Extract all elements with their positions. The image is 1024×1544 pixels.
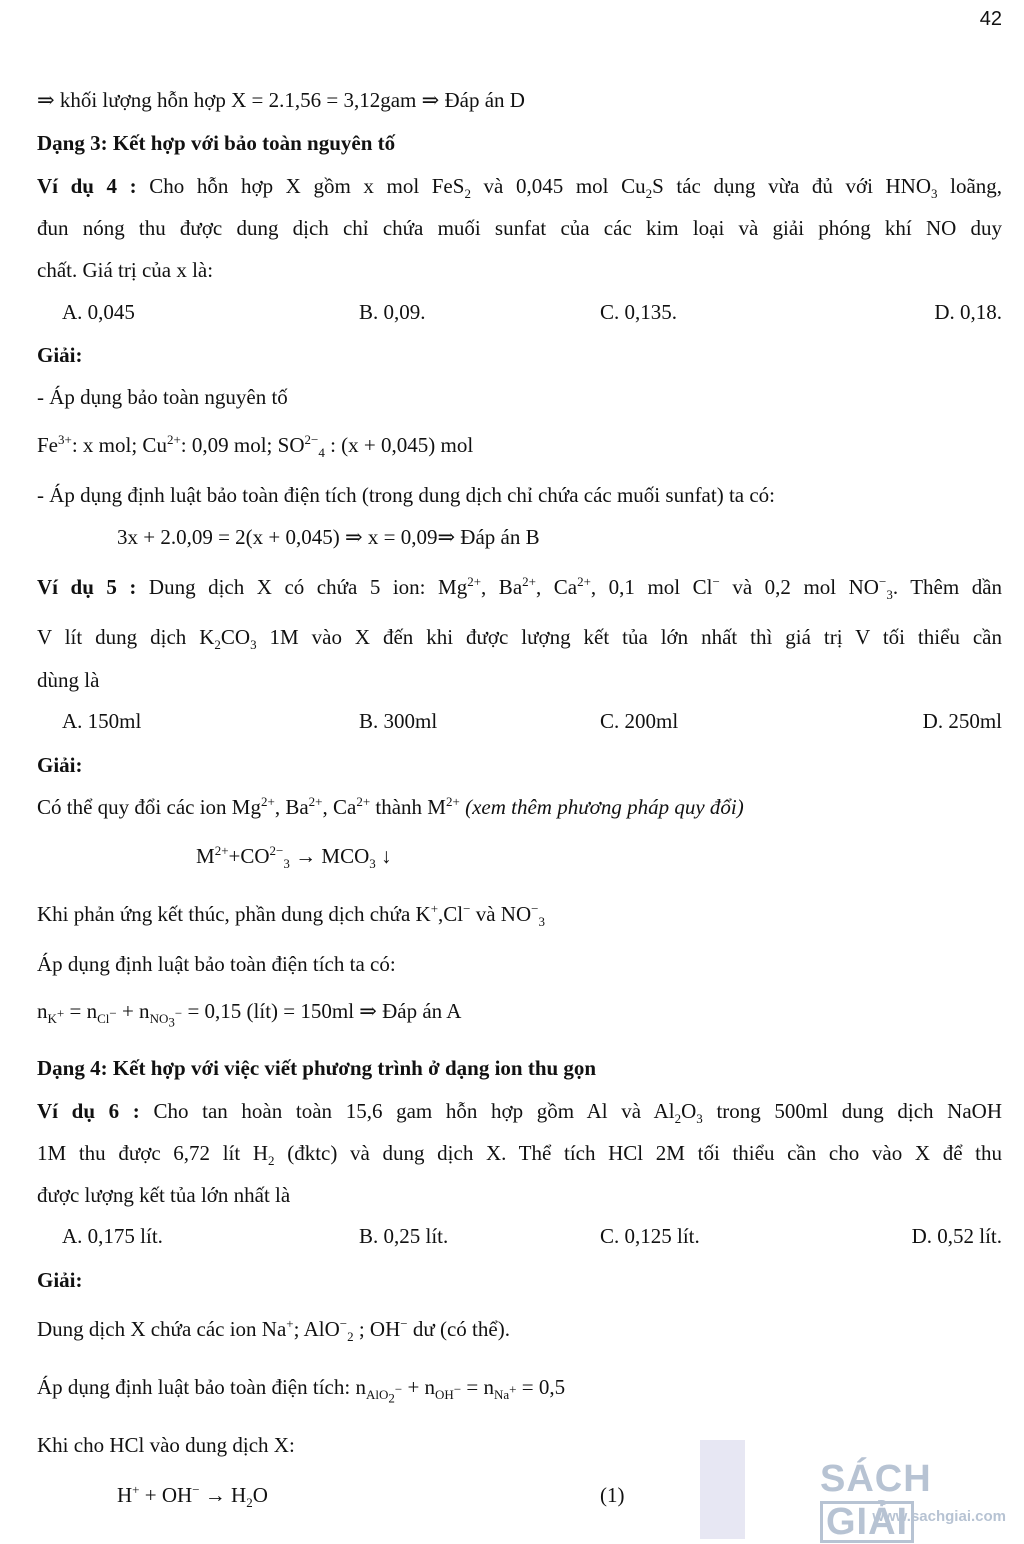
option-b: B. 0,25 lít.: [359, 1224, 449, 1248]
example-5-options: [62, 709, 1002, 735]
solution-4-line-1: - Áp dụng bảo toàn nguyên tố: [37, 385, 288, 409]
example-5-label: Ví dụ 5 :: [37, 575, 137, 599]
example-5-line-2: V lít dung dịch $K_2CO_3$ 1M vào X đến khi được lượng kết tủa lớn nhất thì giá trị V tối thiểu cần: [37, 625, 1003, 653]
result-line: ⇒ khối lượng hỗn hợp X = 2.1,56 = 3,12gam ⇒ Đáp án D: [37, 88, 525, 112]
solution-4-line-3: - Áp dụng định luật bảo toàn điện tích (trong dung dịch chỉ chứa các muối sunfat) ta có:: [37, 483, 776, 507]
solution-6-line-3: Khi cho HCl vào dung dịch X:: [37, 1433, 295, 1457]
example-6-label: Ví dụ 6 :: [37, 1099, 140, 1123]
example-4-label: Ví dụ 4 :: [37, 174, 137, 198]
solution-5-line-5: $n_{K^+} = n_{Cl^-} + n_{NO_3^-} = 0,15$ (lít) = 150ml ⇒ Đáp án A: [37, 999, 462, 1030]
solution-6-line-2: Áp dụng định luật bảo toàn điện tích: $n_{AlO_2^-} + n_{OH^-} = n_{Na^+} = 0,5$: [37, 1375, 566, 1406]
example-4-line-1: Ví dụ 4 : Cho hỗn hợp X gồm x mol FeS$_2$ và 0,045 mol $Cu_2S$ tác dụng vừa đủ với $HNO_3$ loãng,: [37, 174, 1003, 202]
option-a: A. 150ml: [62, 709, 142, 733]
solution-5-line-3: Khi phản ứng kết thúc, phần dung dịch chứa K+,Cl− và $NO^-_3$: [37, 901, 545, 930]
solution-6-equation: $H^+ + OH^- \to H_2O$: [117, 1482, 268, 1511]
example-5-line-3: dùng là: [37, 668, 100, 692]
sachgiai-logo: SÁCHGIẢI www.sachgiai.com: [820, 1458, 1006, 1543]
equation-number: (1): [600, 1483, 625, 1507]
solution-5-line-4: Áp dụng định luật bảo toàn điện tích ta có:: [37, 952, 396, 976]
example-6-options: [62, 1224, 1002, 1250]
solution-6-line-1: Dung dịch X chứa các ion Na+; AlO−$_2$ ; OH− dư (có thể).: [37, 1316, 510, 1345]
option-d: D. 0,52 lít.: [911, 1224, 1002, 1248]
solution-heading: Giải:: [37, 753, 83, 777]
solution-5-line-1: Có thể quy đổi các ion $Mg^{2+}$, $Ba^{2+}$, $Ca^{2+}$ thành $M^{2+}$ (xem thêm phương pháp quy đổi): [37, 794, 744, 819]
section-heading-dang3: Dạng 3: Kết hợp với bảo toàn nguyên tố: [37, 131, 396, 155]
example-4-options: [62, 300, 1002, 326]
option-a: A. 0,045: [62, 300, 135, 324]
example-5-line-1: Ví dụ 5 : Dung dịch X có chứa 5 ion: $Mg^{2+}$, $Ba^{2+}$, $Ca^{2+}$, 0,1 mol Cl− và 0,2 mol $NO^-_3$. Thêm dần: [37, 574, 1003, 603]
option-d: D. 0,18.: [934, 300, 1002, 324]
example-4-line-3: chất. Giá trị của x là:: [37, 258, 214, 282]
option-b: B. 300ml: [359, 709, 438, 733]
section-heading-dang4: Dạng 4: Kết hợp với việc viết phương trình ở dạng ion thu gọn: [37, 1056, 597, 1080]
option-c: C. 200ml: [600, 709, 679, 733]
option-d: D. 250ml: [922, 709, 1002, 733]
option-a: A. 0,175 lít.: [62, 1224, 163, 1248]
watermark-graphic: [700, 1440, 745, 1539]
example-6-line-2: 1M thu được 6,72 lít $H_2$ (đktc) và dung dịch X. Thể tích HCl 2M tối thiểu cần cho vào X để thu: [37, 1141, 1003, 1169]
solution-4-line-2: $Fe^{3+}$: x mol; $Cu^{2+}$: 0,09 mol; $SO^{2-}_4$ : (x + 0,045) mol: [37, 432, 474, 461]
option-c: C. 0,125 lít.: [600, 1224, 700, 1248]
solution-heading: Giải:: [37, 343, 83, 367]
example-6-line-1: Ví dụ 6 : Cho tan hoàn toàn 15,6 gam hỗn hợp gồm Al và $Al_2O_3$ trong 500ml dung dịch NaOH: [37, 1099, 1003, 1127]
solution-4-equation: 3x + 2.0,09 = 2(x + 0,045) ⇒ x = 0,09⇒ Đáp án B: [117, 525, 540, 549]
option-c: C. 0,135.: [600, 300, 678, 324]
option-b: B. 0,09.: [359, 300, 426, 324]
example-6-line-3: được lượng kết tủa lớn nhất là: [37, 1183, 291, 1207]
solution-heading: Giải:: [37, 1268, 83, 1292]
page-number: 42: [979, 8, 1002, 30]
example-4-line-2: đun nóng thu được dung dịch chỉ chứa muối sunfat của các kim loại và giải phóng khí NO duy: [37, 216, 1002, 240]
solution-5-equation: $M^{2+}+CO^{2-}_3 \to MCO_3$ ↓: [196, 843, 392, 872]
